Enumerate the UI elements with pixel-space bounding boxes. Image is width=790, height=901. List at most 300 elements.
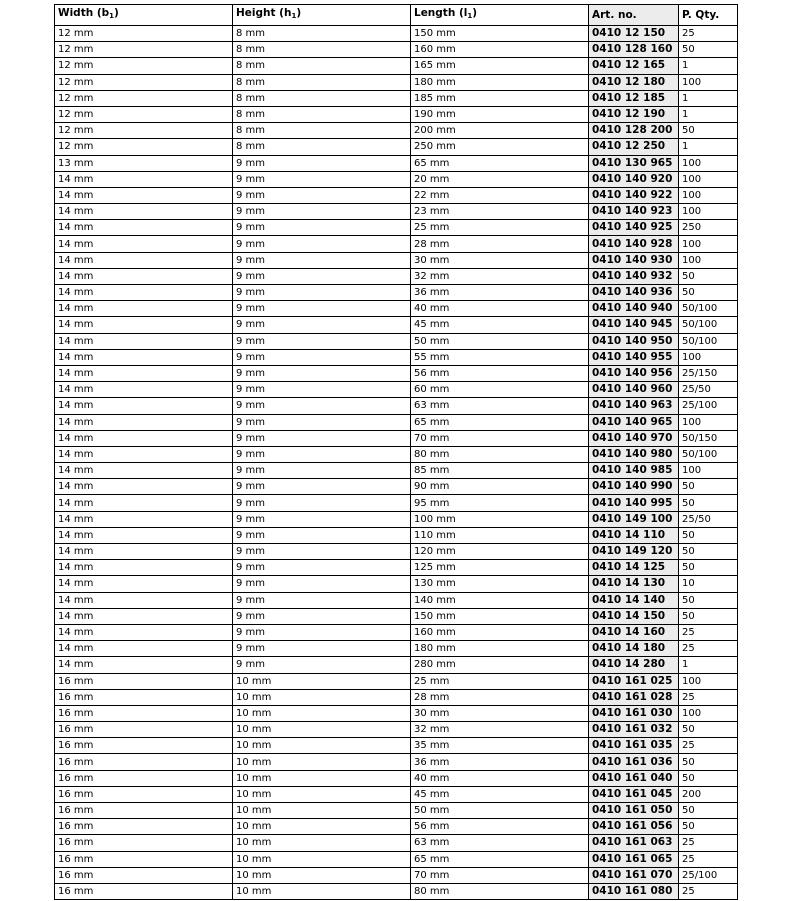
cell-length: 125 mm <box>411 560 589 576</box>
cell-width: 14 mm <box>55 365 233 381</box>
cell-length: 63 mm <box>411 398 589 414</box>
table-row <box>55 867 738 883</box>
table-row <box>55 106 738 122</box>
cell-pack-qty: 100 <box>679 414 738 430</box>
cell-height: 9 mm <box>233 608 411 624</box>
cell-length: 185 mm <box>411 90 589 106</box>
cell-art-no: 0410 130 965 <box>589 155 679 171</box>
cell-pack-qty: 25/100 <box>679 398 738 414</box>
cell-pack-qty: 50 <box>679 479 738 495</box>
cell-height: 9 mm <box>233 268 411 284</box>
cell-pack-qty: 100 <box>679 171 738 187</box>
cell-height: 8 mm <box>233 106 411 122</box>
col-header-width: Width $(b_1)$ <box>55 5 233 26</box>
cell-art-no: 0410 140 940 <box>589 301 679 317</box>
cell-height: 10 mm <box>233 722 411 738</box>
cell-art-no: 0410 161 050 <box>589 803 679 819</box>
cell-height: 9 mm <box>233 495 411 511</box>
cell-art-no: 0410 161 056 <box>589 819 679 835</box>
cell-pack-qty: 50/100 <box>679 333 738 349</box>
cell-width: 12 mm <box>55 139 233 155</box>
cell-length: 28 mm <box>411 236 589 252</box>
cell-pack-qty: 10 <box>679 576 738 592</box>
cell-width: 14 mm <box>55 204 233 220</box>
table-row <box>55 349 738 365</box>
cell-height: 9 mm <box>233 236 411 252</box>
cell-width: 14 mm <box>55 463 233 479</box>
cell-width: 12 mm <box>55 123 233 139</box>
cell-length: 56 mm <box>411 819 589 835</box>
cell-pack-qty: 250 <box>679 220 738 236</box>
cell-art-no: 0410 14 110 <box>589 527 679 543</box>
cell-width: 14 mm <box>55 382 233 398</box>
cell-pack-qty: 50/100 <box>679 446 738 462</box>
cell-pack-qty: 25 <box>679 26 738 42</box>
cell-pack-qty: 50/100 <box>679 317 738 333</box>
cell-art-no: 0410 12 165 <box>589 58 679 74</box>
cell-pack-qty: 200 <box>679 786 738 802</box>
cell-length: 30 mm <box>411 705 589 721</box>
table-row <box>55 285 738 301</box>
cell-length: 50 mm <box>411 803 589 819</box>
table-row <box>55 851 738 867</box>
table-row <box>55 673 738 689</box>
cell-length: 45 mm <box>411 786 589 802</box>
cell-art-no: 0410 161 032 <box>589 722 679 738</box>
cell-width: 14 mm <box>55 236 233 252</box>
cell-pack-qty: 100 <box>679 74 738 90</box>
cell-width: 14 mm <box>55 285 233 301</box>
cell-height: 9 mm <box>233 592 411 608</box>
cell-length: 85 mm <box>411 463 589 479</box>
cell-width: 12 mm <box>55 58 233 74</box>
table-row <box>55 883 738 899</box>
product-spec-table <box>54 4 738 900</box>
table-row <box>55 414 738 430</box>
cell-length: 190 mm <box>411 106 589 122</box>
cell-length: 35 mm <box>411 738 589 754</box>
cell-length: 30 mm <box>411 252 589 268</box>
cell-pack-qty: 100 <box>679 705 738 721</box>
cell-pack-qty: 1 <box>679 139 738 155</box>
cell-width: 16 mm <box>55 705 233 721</box>
cell-width: 14 mm <box>55 187 233 203</box>
table-row <box>55 738 738 754</box>
cell-width: 16 mm <box>55 786 233 802</box>
cell-art-no: 0410 14 130 <box>589 576 679 592</box>
cell-height: 10 mm <box>233 705 411 721</box>
cell-art-no: 0410 161 063 <box>589 835 679 851</box>
cell-height: 9 mm <box>233 349 411 365</box>
cell-pack-qty: 25/50 <box>679 382 738 398</box>
cell-height: 9 mm <box>233 641 411 657</box>
table-row <box>55 139 738 155</box>
cell-length: 250 mm <box>411 139 589 155</box>
table-row <box>55 511 738 527</box>
cell-art-no: 0410 140 950 <box>589 333 679 349</box>
cell-pack-qty: 50 <box>679 495 738 511</box>
cell-pack-qty: 25 <box>679 851 738 867</box>
cell-width: 14 mm <box>55 252 233 268</box>
cell-length: 22 mm <box>411 187 589 203</box>
cell-art-no: 0410 140 956 <box>589 365 679 381</box>
cell-height: 9 mm <box>233 624 411 640</box>
cell-art-no: 0410 161 030 <box>589 705 679 721</box>
cell-pack-qty: 50 <box>679 285 738 301</box>
cell-width: 12 mm <box>55 26 233 42</box>
cell-art-no: 0410 140 936 <box>589 285 679 301</box>
cell-art-no: 0410 161 065 <box>589 851 679 867</box>
table-row <box>55 608 738 624</box>
cell-art-no: 0410 161 045 <box>589 786 679 802</box>
cell-art-no: 0410 14 140 <box>589 592 679 608</box>
table-row <box>55 252 738 268</box>
cell-art-no: 0410 12 185 <box>589 90 679 106</box>
table-row <box>55 560 738 576</box>
col-header-length: Length $(l_1)$ <box>411 5 589 26</box>
cell-height: 10 mm <box>233 786 411 802</box>
cell-height: 9 mm <box>233 544 411 560</box>
table-row <box>55 754 738 770</box>
cell-height: 9 mm <box>233 560 411 576</box>
cell-pack-qty: 100 <box>679 463 738 479</box>
cell-width: 16 mm <box>55 689 233 705</box>
cell-width: 14 mm <box>55 430 233 446</box>
cell-pack-qty: 50 <box>679 527 738 543</box>
cell-width: 16 mm <box>55 819 233 835</box>
cell-length: 160 mm <box>411 624 589 640</box>
cell-length: 28 mm <box>411 689 589 705</box>
cell-width: 12 mm <box>55 42 233 58</box>
cell-pack-qty: 1 <box>679 106 738 122</box>
cell-length: 70 mm <box>411 430 589 446</box>
table-row <box>55 317 738 333</box>
cell-art-no: 0410 140 960 <box>589 382 679 398</box>
cell-width: 14 mm <box>55 268 233 284</box>
cell-length: 32 mm <box>411 722 589 738</box>
cell-length: 110 mm <box>411 527 589 543</box>
cell-art-no: 0410 12 250 <box>589 139 679 155</box>
cell-height: 9 mm <box>233 252 411 268</box>
table-row <box>55 657 738 673</box>
cell-length: 130 mm <box>411 576 589 592</box>
table-row <box>55 722 738 738</box>
cell-pack-qty: 50/150 <box>679 430 738 446</box>
cell-pack-qty: 50 <box>679 722 738 738</box>
cell-art-no: 0410 14 160 <box>589 624 679 640</box>
cell-pack-qty: 50 <box>679 560 738 576</box>
table-row <box>55 220 738 236</box>
cell-pack-qty: 50 <box>679 544 738 560</box>
table-row <box>55 786 738 802</box>
table-row <box>55 770 738 786</box>
table-row <box>55 382 738 398</box>
cell-width: 13 mm <box>55 155 233 171</box>
col-header-art-no: Art. no. <box>589 5 679 26</box>
cell-pack-qty: 25 <box>679 738 738 754</box>
cell-height: 10 mm <box>233 803 411 819</box>
cell-art-no: 0410 140 928 <box>589 236 679 252</box>
cell-art-no: 0410 140 945 <box>589 317 679 333</box>
cell-length: 180 mm <box>411 641 589 657</box>
cell-art-no: 0410 140 922 <box>589 187 679 203</box>
cell-height: 9 mm <box>233 463 411 479</box>
cell-width: 14 mm <box>55 414 233 430</box>
cell-length: 56 mm <box>411 365 589 381</box>
cell-length: 36 mm <box>411 285 589 301</box>
cell-length: 60 mm <box>411 382 589 398</box>
table-header-row <box>55 5 738 26</box>
cell-height: 9 mm <box>233 576 411 592</box>
table-row <box>55 479 738 495</box>
cell-pack-qty: 100 <box>679 204 738 220</box>
cell-height: 9 mm <box>233 301 411 317</box>
cell-height: 9 mm <box>233 204 411 220</box>
table-row <box>55 463 738 479</box>
cell-length: 95 mm <box>411 495 589 511</box>
cell-art-no: 0410 140 980 <box>589 446 679 462</box>
table-row <box>55 236 738 252</box>
cell-pack-qty: 50 <box>679 770 738 786</box>
table-row <box>55 705 738 721</box>
cell-height: 10 mm <box>233 835 411 851</box>
cell-art-no: 0410 161 025 <box>589 673 679 689</box>
cell-height: 9 mm <box>233 414 411 430</box>
cell-length: 150 mm <box>411 26 589 42</box>
cell-length: 65 mm <box>411 155 589 171</box>
cell-length: 180 mm <box>411 74 589 90</box>
cell-art-no: 0410 140 963 <box>589 398 679 414</box>
cell-pack-qty: 50 <box>679 42 738 58</box>
cell-length: 100 mm <box>411 511 589 527</box>
cell-width: 14 mm <box>55 398 233 414</box>
cell-pack-qty: 100 <box>679 673 738 689</box>
cell-art-no: 0410 128 200 <box>589 123 679 139</box>
table-row <box>55 835 738 851</box>
cell-width: 16 mm <box>55 754 233 770</box>
cell-width: 14 mm <box>55 511 233 527</box>
cell-art-no: 0410 161 070 <box>589 867 679 883</box>
cell-art-no: 0410 14 125 <box>589 560 679 576</box>
cell-width: 14 mm <box>55 592 233 608</box>
table-row <box>55 58 738 74</box>
cell-art-no: 0410 140 930 <box>589 252 679 268</box>
cell-art-no: 0410 12 190 <box>589 106 679 122</box>
cell-width: 14 mm <box>55 544 233 560</box>
cell-length: 120 mm <box>411 544 589 560</box>
cell-width: 16 mm <box>55 738 233 754</box>
cell-pack-qty: 25 <box>679 624 738 640</box>
cell-height: 10 mm <box>233 738 411 754</box>
cell-art-no: 0410 140 925 <box>589 220 679 236</box>
cell-art-no: 0410 12 180 <box>589 74 679 90</box>
cell-length: 50 mm <box>411 333 589 349</box>
cell-width: 16 mm <box>55 835 233 851</box>
cell-height: 10 mm <box>233 673 411 689</box>
cell-width: 14 mm <box>55 624 233 640</box>
cell-height: 10 mm <box>233 851 411 867</box>
table-row <box>55 268 738 284</box>
cell-width: 14 mm <box>55 446 233 462</box>
cell-length: 140 mm <box>411 592 589 608</box>
table-row <box>55 26 738 42</box>
table-row <box>55 624 738 640</box>
cell-pack-qty: 25 <box>679 641 738 657</box>
cell-pack-qty: 25/100 <box>679 867 738 883</box>
cell-height: 9 mm <box>233 527 411 543</box>
cell-length: 32 mm <box>411 268 589 284</box>
cell-length: 150 mm <box>411 608 589 624</box>
cell-art-no: 0410 161 080 <box>589 883 679 899</box>
cell-pack-qty: 25/50 <box>679 511 738 527</box>
cell-art-no: 0410 149 120 <box>589 544 679 560</box>
cell-length: 23 mm <box>411 204 589 220</box>
cell-length: 280 mm <box>411 657 589 673</box>
table-row <box>55 495 738 511</box>
cell-pack-qty: 100 <box>679 252 738 268</box>
table-row <box>55 803 738 819</box>
cell-height: 10 mm <box>233 867 411 883</box>
cell-length: 160 mm <box>411 42 589 58</box>
cell-height: 9 mm <box>233 446 411 462</box>
cell-height: 9 mm <box>233 479 411 495</box>
table-row <box>55 398 738 414</box>
table-row <box>55 301 738 317</box>
cell-width: 14 mm <box>55 333 233 349</box>
cell-height: 8 mm <box>233 90 411 106</box>
cell-height: 9 mm <box>233 657 411 673</box>
cell-height: 8 mm <box>233 58 411 74</box>
cell-art-no: 0410 140 970 <box>589 430 679 446</box>
cell-pack-qty: 50 <box>679 754 738 770</box>
table-row <box>55 689 738 705</box>
cell-pack-qty: 100 <box>679 155 738 171</box>
cell-height: 8 mm <box>233 74 411 90</box>
cell-art-no: 0410 140 920 <box>589 171 679 187</box>
cell-pack-qty: 50 <box>679 592 738 608</box>
cell-pack-qty: 50/100 <box>679 301 738 317</box>
cell-length: 65 mm <box>411 851 589 867</box>
cell-art-no: 0410 140 995 <box>589 495 679 511</box>
cell-length: 40 mm <box>411 301 589 317</box>
table-row <box>55 641 738 657</box>
cell-length: 200 mm <box>411 123 589 139</box>
table-row <box>55 187 738 203</box>
table-row <box>55 171 738 187</box>
col-header-pack-qty: P. Qty. <box>679 5 738 26</box>
cell-width: 14 mm <box>55 301 233 317</box>
cell-art-no: 0410 161 040 <box>589 770 679 786</box>
cell-length: 80 mm <box>411 446 589 462</box>
cell-width: 14 mm <box>55 608 233 624</box>
cell-width: 16 mm <box>55 803 233 819</box>
table-row <box>55 430 738 446</box>
cell-width: 16 mm <box>55 883 233 899</box>
cell-width: 14 mm <box>55 479 233 495</box>
cell-length: 55 mm <box>411 349 589 365</box>
cell-art-no: 0410 161 035 <box>589 738 679 754</box>
cell-width: 14 mm <box>55 220 233 236</box>
cell-length: 65 mm <box>411 414 589 430</box>
cell-length: 25 mm <box>411 673 589 689</box>
cell-art-no: 0410 14 280 <box>589 657 679 673</box>
cell-height: 9 mm <box>233 382 411 398</box>
cell-pack-qty: 25/150 <box>679 365 738 381</box>
cell-width: 14 mm <box>55 560 233 576</box>
cell-height: 9 mm <box>233 285 411 301</box>
cell-pack-qty: 50 <box>679 123 738 139</box>
table-row <box>55 819 738 835</box>
table-row <box>55 42 738 58</box>
cell-width: 12 mm <box>55 74 233 90</box>
cell-art-no: 0410 14 150 <box>589 608 679 624</box>
table-row <box>55 576 738 592</box>
cell-art-no: 0410 140 923 <box>589 204 679 220</box>
cell-height: 8 mm <box>233 42 411 58</box>
cell-length: 63 mm <box>411 835 589 851</box>
cell-pack-qty: 25 <box>679 689 738 705</box>
cell-pack-qty: 50 <box>679 803 738 819</box>
table-row <box>55 365 738 381</box>
cell-height: 9 mm <box>233 365 411 381</box>
cell-length: 36 mm <box>411 754 589 770</box>
cell-art-no: 0410 161 036 <box>589 754 679 770</box>
table-row <box>55 90 738 106</box>
cell-length: 165 mm <box>411 58 589 74</box>
cell-width: 16 mm <box>55 722 233 738</box>
cell-height: 9 mm <box>233 317 411 333</box>
cell-height: 9 mm <box>233 398 411 414</box>
cell-width: 14 mm <box>55 657 233 673</box>
table-row <box>55 123 738 139</box>
cell-height: 9 mm <box>233 511 411 527</box>
cell-height: 10 mm <box>233 883 411 899</box>
cell-pack-qty: 25 <box>679 883 738 899</box>
cell-height: 8 mm <box>233 26 411 42</box>
cell-pack-qty: 100 <box>679 349 738 365</box>
cell-art-no: 0410 140 985 <box>589 463 679 479</box>
cell-height: 8 mm <box>233 139 411 155</box>
cell-width: 14 mm <box>55 317 233 333</box>
cell-art-no: 0410 14 180 <box>589 641 679 657</box>
cell-width: 14 mm <box>55 349 233 365</box>
cell-width: 14 mm <box>55 527 233 543</box>
cell-height: 9 mm <box>233 220 411 236</box>
cell-length: 90 mm <box>411 479 589 495</box>
cell-height: 10 mm <box>233 770 411 786</box>
cell-art-no: 0410 161 028 <box>589 689 679 705</box>
table-row <box>55 74 738 90</box>
cell-height: 10 mm <box>233 754 411 770</box>
table-row <box>55 155 738 171</box>
cell-art-no: 0410 140 932 <box>589 268 679 284</box>
cell-height: 9 mm <box>233 187 411 203</box>
table-row <box>55 592 738 608</box>
cell-width: 12 mm <box>55 90 233 106</box>
cell-art-no: 0410 149 100 <box>589 511 679 527</box>
cell-length: 45 mm <box>411 317 589 333</box>
cell-length: 70 mm <box>411 867 589 883</box>
cell-height: 8 mm <box>233 123 411 139</box>
cell-art-no: 0410 12 150 <box>589 26 679 42</box>
cell-pack-qty: 1 <box>679 657 738 673</box>
cell-width: 12 mm <box>55 106 233 122</box>
cell-length: 25 mm <box>411 220 589 236</box>
cell-width: 14 mm <box>55 171 233 187</box>
cell-height: 9 mm <box>233 430 411 446</box>
cell-length: 20 mm <box>411 171 589 187</box>
cell-width: 14 mm <box>55 495 233 511</box>
